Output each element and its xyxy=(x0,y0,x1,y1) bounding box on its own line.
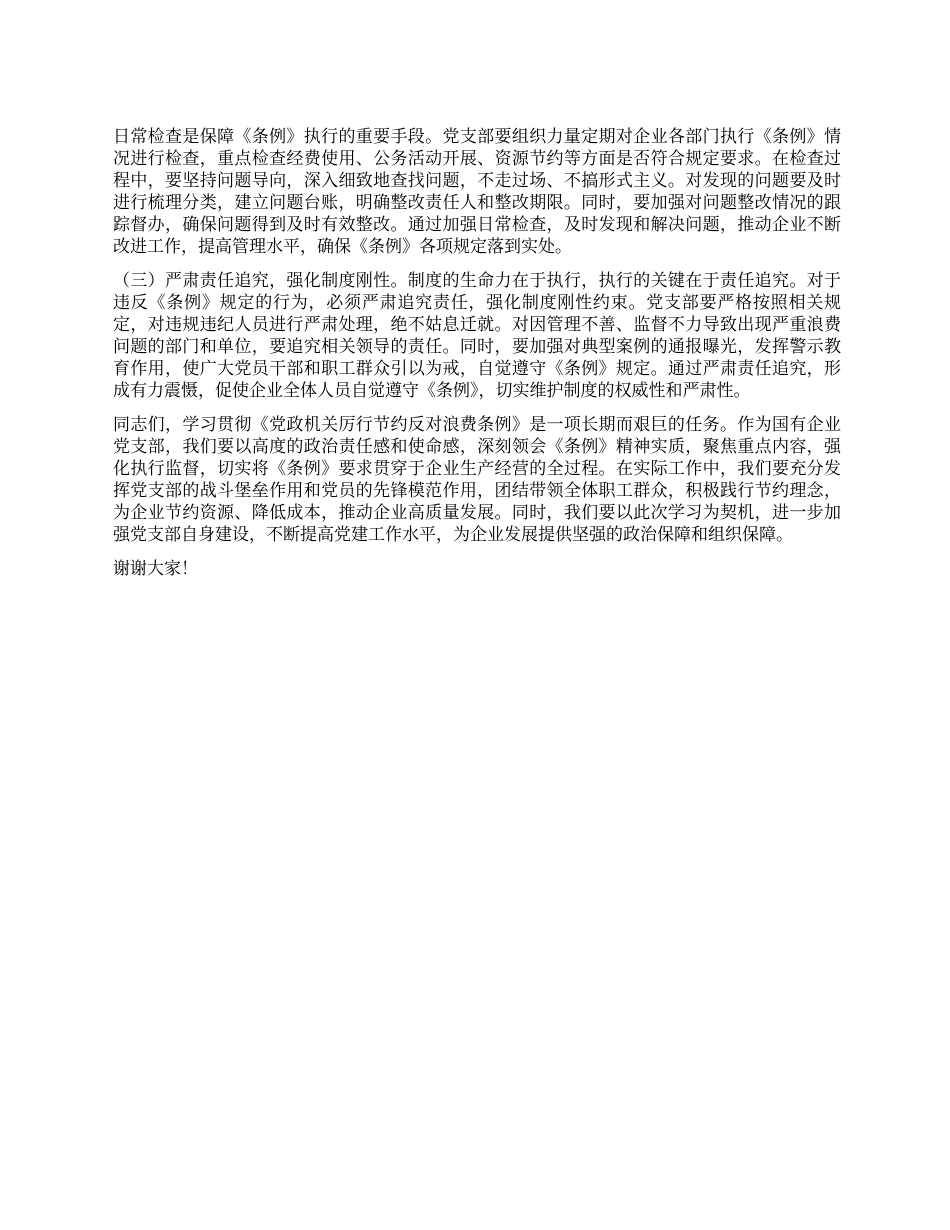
paragraph-thanks: 谢谢大家！ xyxy=(113,559,198,579)
document-body xyxy=(113,126,841,592)
paragraph-daily-inspection: 日常检查是保障《条例》执行的重要手段。党支部要组织力量定期对企业各部门执行《条例》情况进行检查，重点检查经费使用、公务活动开展、资源节约等方面是否符合规定要求。在检查过程中，要坚持问题导向，深入细致地查找问题，不走过场、不搞形式主义。对发现的问题要及时进行梳理分类，建立问题台账，明确整改责任人和整改期限。同时，要加强对问题整改情况的跟踪督办，确保问题得到及时有效整改。通过加强日常检查，及时发现和解决问题，推动企业不断改进工作，提高管理水平，确保《条例》各项规定落到实处。 xyxy=(113,127,841,257)
paragraph-accountability: （三）严肃责任追究，强化制度刚性。制度的生命力在于执行，执行的关键在于责任追究。对于违反《条例》规定的行为，必须严肃追究责任，强化制度刚性约束。党支部要严格按照相关规定，对违规违纪人员进行严肃处理，绝不姑息迁就。对因管理不善、监督不力导致出现严重浪费问题的部门和单位，要追究相关领导的责任。同时，要加强对典型案例的通报曝光，发挥警示教育作用，使广大党员干部和职工群众引以为戒，自觉遵守《条例》规定。通过严肃责任追究，形成有力震慑，促使企业全体人员自觉遵守《条例》，切实维护制度的权威性和严肃性。 xyxy=(113,271,841,401)
paragraph-conclusion: 同志们，学习贯彻《党政机关厉行节约反对浪费条例》是一项长期而艰巨的任务。作为国有企业党支部，我们要以高度的政治责任感和使命感，深刻领会《条例》精神实质，聚焦重点内容，强化执行监督，切实将《条例》要求贯穿于企业生产经营的全过程。在实际工作中，我们要充分发挥党支部的战斗堡垒作用和党员的先锋模范作用，团结带领全体职工群众，积极践行节约理念，为企业节约资源、降低成本，推动企业高质量发展。同时，我们要以此次学习为契机，进一步加强党支部自身建设，不断提高党建工作水平，为企业发展提供坚强的政治保障和组织保障。 xyxy=(113,415,841,545)
